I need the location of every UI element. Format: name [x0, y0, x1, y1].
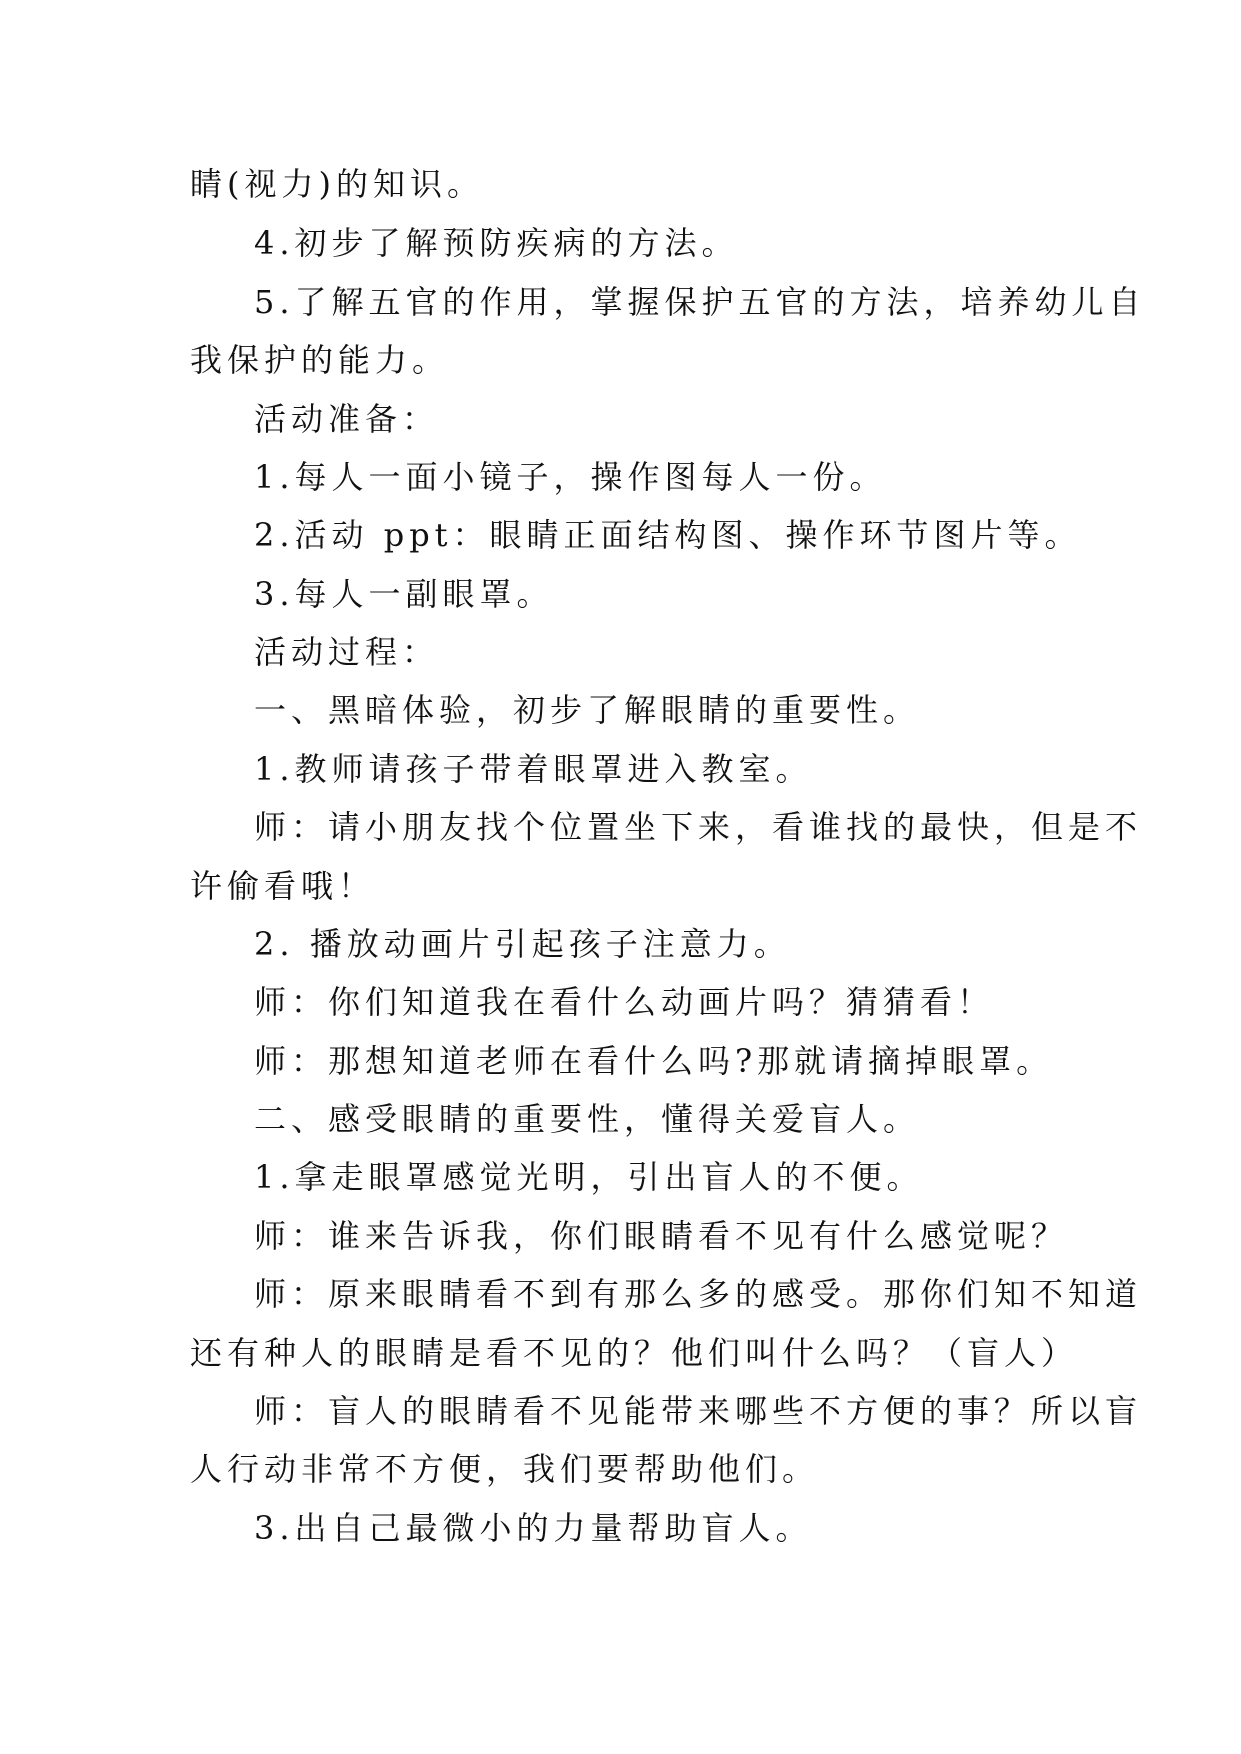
section-heading: 活动准备： [254, 400, 440, 438]
text-line: 2.活动 ppt：眼睛正面结构图、操作环节图片等。 [254, 516, 1082, 554]
text-line: 1.拿走眼罩感觉光明，引出盲人的不便。 [254, 1158, 924, 1196]
subsection-heading: 二、感受眼睛的重要性，懂得关爱盲人。 [254, 1100, 921, 1138]
text-line: 1.每人一面小镜子，操作图每人一份。 [254, 458, 887, 496]
section-heading: 活动过程： [254, 633, 440, 671]
text-line: 2. 播放动画片引起孩子注意力。 [254, 925, 791, 963]
text-line: 师：原来眼睛看不到有那么多的感受。那你们知不知道 [254, 1275, 1143, 1313]
text-line: 3.每人一副眼罩。 [254, 575, 554, 613]
text-line: 许偷看哦！ [190, 867, 376, 905]
text-line: 师：那想知道老师在看什么吗?那就请摘掉眼罩。 [254, 1042, 1054, 1080]
text-line: 师：你们知道我在看什么动画片吗？猜猜看！ [254, 983, 995, 1021]
text-line: 师：谁来告诉我，你们眼睛看不见有什么感觉呢？ [254, 1217, 1069, 1255]
text-line: 还有种人的眼睛是看不见的？他们叫什么吗？（盲人） [190, 1334, 1079, 1372]
text-line: 5.了解五官的作用，掌握保护五官的方法，培养幼儿自 [254, 283, 1146, 321]
text-line: 3.出自己最微小的力量帮助盲人。 [254, 1509, 813, 1547]
text-line: 我保护的能力。 [190, 341, 450, 379]
text-line: 1.教师请孩子带着眼罩进入教室。 [254, 750, 813, 788]
text-line: 人行动非常不方便，我们要帮助他们。 [190, 1450, 820, 1488]
subsection-heading: 一、黑暗体验，初步了解眼睛的重要性。 [254, 691, 921, 729]
text-line: 师：盲人的眼睛看不见能带来哪些不方便的事？所以盲 [254, 1392, 1143, 1430]
text-line: 4.初步了解预防疾病的方法。 [254, 224, 739, 262]
text-line: 睛(视力)的知识。 [190, 165, 484, 203]
text-line: 师：请小朋友找个位置坐下来，看谁找的最快，但是不 [254, 808, 1143, 846]
